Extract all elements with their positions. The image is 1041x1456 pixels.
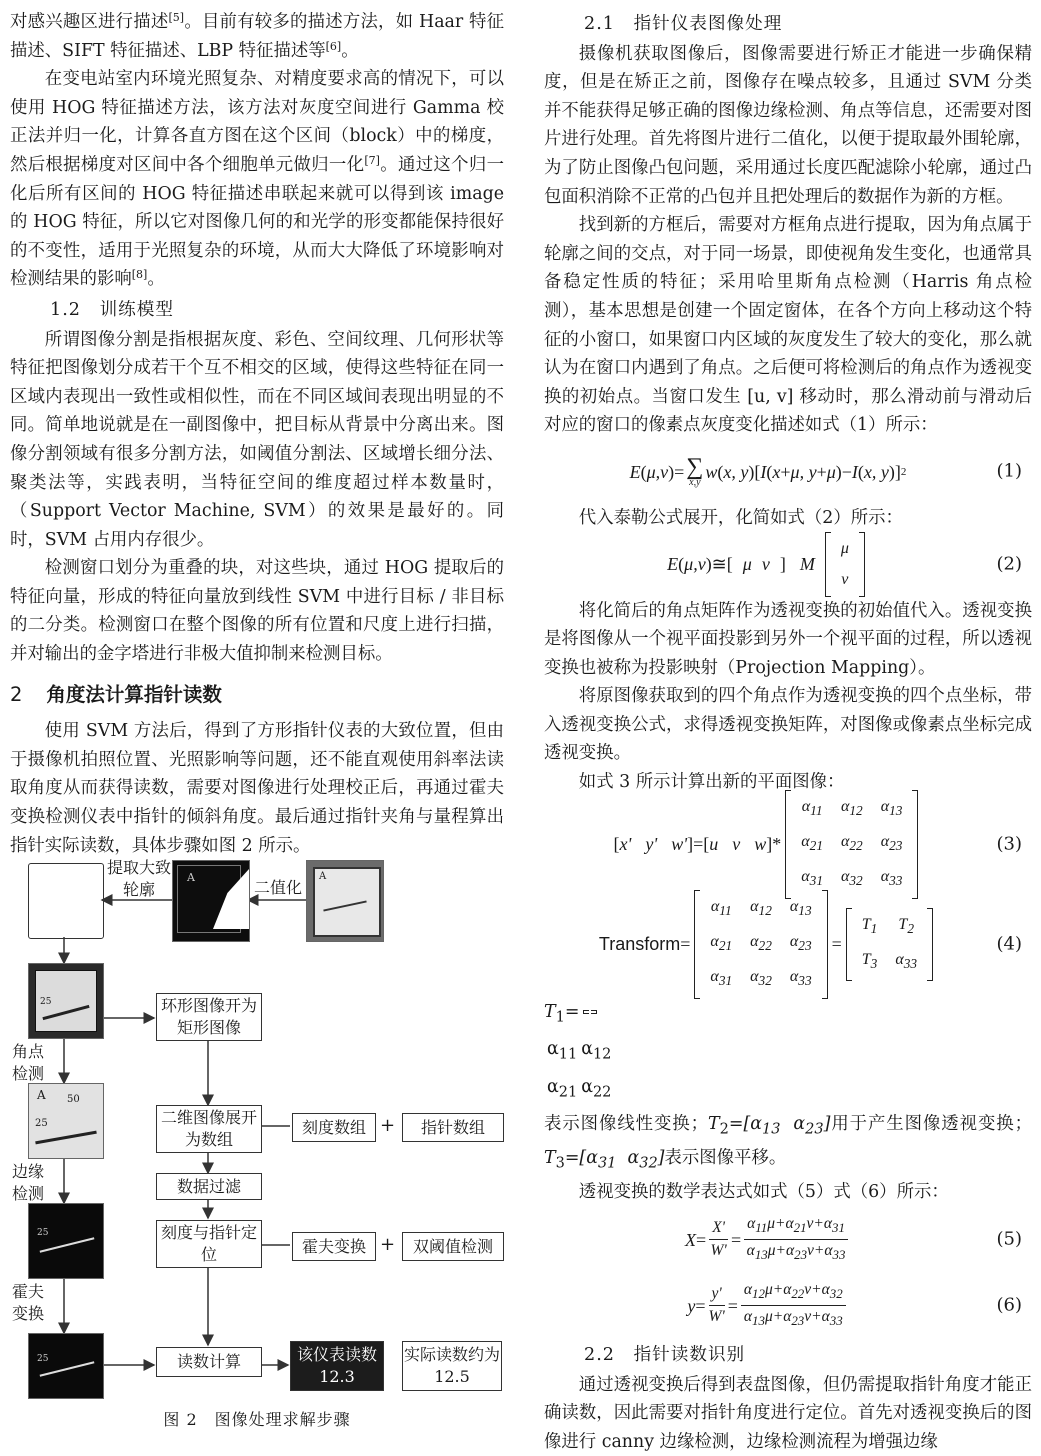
step-read-calc: 读数计算	[156, 1347, 262, 1377]
meter-letter: A	[319, 871, 327, 882]
edge-image	[28, 1203, 104, 1279]
transform-label: Transform	[598, 934, 681, 955]
meter-photo-2	[28, 1083, 104, 1159]
paragraph-four-corners: 将原图像获取到的四个角点作为透视变换的四个点坐标，带入透视变换公式，求得透视变换矩阵，对图像或像素点坐标完成透视变换。	[544, 686, 1032, 764]
paragraph-pointer-reading: 通过透视变换后得到表盘图像，但仍需提取指针角度才能正确读数，因此需要对指针角度进行定位。首先对透视变换后的图像进行 canny 边缘检测，边缘检测流程为增强边缘	[544, 1374, 1032, 1452]
extract-outline-label: 提取大致轮廓	[106, 858, 171, 899]
right-column: 2.1 指针仪表图像处理 摄像机获取图像后，图像需要进行矫正才能进一步确保精度，但是在矫正之前，图像存在噪点较多，且通过 SVM 分类并不能获得足够正确的图像边缘检测、角点等信息，还需要对图片进行处理。首先将图片进行二值化，以便于提取最外围轮廓，为了防止图像凸包问题，采用通过长度匹配滤除小轮廓，通过凸包面积消除不正常的凸包并且把处理后的数据作为新的方框。 找到新的方框后，需要对方框角点进行提取，因为角点属于轮廓之间的交点，对于同一场景，即使视角发生变化，也通常具备稳定性质的特征；采用哈里斯角点检测（Harris 角点检测），基本思想是创建一个固定窗体，在各个方向上移动这个特征的小窗口，如果窗口内区域的灰度发生了较大的变化，那么就认为在窗口内遇到了角点。之后便可将检测后的角点作为透视变换的初始点。当窗口发生 [u, v] 移动时，那么滑动前与滑动后对应的窗口的像素点灰度变化描述如式（1）所示： E ( μ,ν )= ∑ x,y w ( x, y )[ I ( x + μ, y + μ )− I ( x, y )] 2 (1) 代入泰勒公式展开，化简如式（2）所示： E ( μ,ν )≅[ μ ν ] M μ ν (2) 将化简后的角点矩阵作为透视变换的初始值代入。透视变换是将图像从一个视平面投影到另外一个视平面的过程，所以透视变换也被称为投影映射（Projection Mapping）。 将原图像获取到的四个角点作为透视变换的四个点坐标，带入透视变换公式，求得透视变换矩阵，对图像或像素点坐标完成透视变换。 如式 3 所示计算出新的平面图像： [ x' y' w' ]=[ u v w ]* $\alpha_{11}$ $\alpha_{12}$ $\alpha_{13}$ $\alpha_{21}$ $\alpha_{22}$ $\alpha_{23}$ $\alpha_{31}$ $\alpha_{32}$ $\alpha_{33}$ (3) Transform = $\alpha_{11}$ $\alpha_{12}$ $\alpha_{13}$ $\alpha_{21}$ $\alpha_{22}$ $\alpha_{23}$ $\alpha_{31}$ $\alpha_{32}$ $\alpha_{33}$ = $T_1$ $T_2$ $T_3$ $\alpha_{33}$ (4) $T_1=$ $\alpha_{11}$ $\alpha_{12}$ $\alpha_{21}$ $\alpha_{22}$ 表示图像线性变换；$T_2=[\alpha_{13}$ $\alpha_{23}$]用于产生图像透视变换；$T_3=[\alpha_{31}$ $\alpha_{32}$]表示图像平移。 透视变换的数学表达式如式（5）式（6）所示： X = $\frac{X'}{W'}$ = $\frac{\alpha_{11}\mu+\alpha_{21}\nu+\alpha_{31}}{\alpha_{13}\mu+\alpha_{23}\nu+\alpha_{33}}$ (5) y = $\frac{y'}{W'}$ = $\frac{\alpha_{12}\mu+\alpha_{22}\nu+\alpha_{32}}{\alpha_{13}\mu+\alpha_{23}\nu+\alpha_{33}}$ (6) 2.2 指针读数识别 通过透视变换后得到表盘图像，但仍需提取指针角度才能正确读数，因此需要对指针角度进行定位。首先对透视变换后的图像进行 canny 边缘检测，边缘检测流程为增强边缘	[544, 8, 1032, 1456]
tick-label: 25	[40, 997, 52, 1007]
section-heading-2: 2 角度法计算指针读数	[10, 682, 222, 706]
binary-meter-image	[172, 860, 250, 942]
equation-number: (4)	[996, 933, 1022, 955]
paragraph-segmentation: 所谓图像分割是指根据灰度、彩色、空间纹理、几何形状等特征把图像划分成若干个互不相交的区域，使得这些特征在同一区域内表现出一致性或相似性，而在不同区域间表现出明显的不同。简单地说就是在一副图像中，把目标从背景中分离出来。图像分割领域有很多分割方法，如阈值分割法、区域增长细分法、聚类法等，实践表明，当特征空间的维度超过样本数量时，（Support Vector Machine, SVM）的效果是最好的。同时，SVM 占用内存很少。	[10, 329, 504, 550]
blank-outline-image	[28, 863, 104, 939]
section-heading-2-2: 2.2 指针读数识别	[584, 1344, 746, 1365]
step-data-filter: 数据过滤	[156, 1173, 262, 1200]
hough-image	[28, 1333, 104, 1399]
equation-number: (2)	[996, 553, 1022, 575]
equation-2: E ( μ,ν )≅[ μ ν ] M μ ν (2)	[544, 533, 1032, 597]
equation-1: E ( μ,ν )= ∑ x,y w ( x, y )[ I ( x + μ, y + μ )− I ( x, y )] 2 (1)	[629, 453, 1022, 488]
step-ring-to-rect: 环形图像开为矩形图像	[156, 993, 262, 1041]
equation-number: (6)	[996, 1294, 1022, 1316]
equation-4: Transform = $\alpha_{11}$ $\alpha_{12}$ $\alpha_{13}$ $\alpha_{21}$ $\alpha_{22}$ $\alpha_{23}$ $\alpha_{31}$ $\alpha_{32}$ $\alpha_{33}$ = $T_1$ $T_2$ $T_3$ $\alpha_{33}$ (4)	[544, 893, 1032, 997]
hough-box: 霍夫变换	[292, 1232, 376, 1261]
result-meter-reading: 该仪表读数 12.3	[290, 1341, 384, 1391]
paragraph-image-processing: 摄像机获取图像后，图像需要进行矫正才能进一步确保精度，但是在矫正之前，图像存在噪点较多，且通过 SVM 分类并不能获得足够正确的图像边缘检测、角点等信息，还需要对图片进行处理。首先将图片进行二值化，以便于提取最外围轮廓，为了防止图像凸包问题，采用通过长度匹配滤除小轮廓，通过凸包面积消除不正常的凸包并且把处理后的数据作为新的方框。	[544, 43, 1032, 207]
plus-sign: +	[380, 1115, 396, 1136]
original-meter-image	[306, 860, 384, 942]
edge-detect-label: 边缘检测	[12, 1162, 45, 1203]
tick-label: 50	[67, 1094, 80, 1105]
equation-3: [ x' y' w' ]=[ u v w ]* $\alpha_{11}$ $\alpha_{12}$ $\alpha_{13}$ $\alpha_{21}$ $\alpha_{22}$ $\alpha_{23}$ $\alpha_{31}$ $\alpha_{32}$ $\alpha_{33}$ (3)	[544, 797, 1032, 893]
scale-array-box: 刻度数组	[292, 1113, 376, 1142]
equation-number: (1)	[996, 460, 1022, 482]
plus-sign: +	[380, 1234, 396, 1255]
pointer-array-box: 指针数组	[402, 1113, 504, 1142]
paragraph-taylor: 代入泰勒公式展开，化简如式（2）所示：	[578, 507, 903, 528]
paragraph-corner-detection: 找到新的方框后，需要对方框角点进行提取，因为角点属于轮廓之间的交点，对于同一场景，即使视角发生变化，也通常具备稳定性质的特征；采用哈里斯角点检测（Harris 角点检测），基本思想是创建一个固定窗体，在各个方向上移动这个特征的小窗口，如果窗口内区域的灰度发生了较大的变化，那么就认为在窗口内遇到了角点。之后便可将检测后的角点作为透视变换的初始点。当窗口发生 [u, v] 移动时，那么滑动前与滑动后对应的窗口的像素点灰度变化描述如式（1）所示：	[544, 215, 1032, 436]
paragraph-perspective: 将化简后的角点矩阵作为透视变换的初始值代入。透视变换是将图像从一个视平面投影到另外一个视平面的过程，所以透视变换也被称为投影映射（Projection Mapping）。	[544, 600, 1032, 678]
paragraph-hog: 在变电站室内环境光照复杂、对精度要求高的情况下，可以使用 HOG 特征描述方法，该方法对灰度空间进行 Gamma 校正法并归一化，计算各直方图在这个区间（block）中的梯度，然后根据梯度对区间中各个细胞单元做归一化[7]。通过这个归一化后所有区间的 HOG 特征描述串联起来就可以得到该 image 的 HOG 特征，所以它对图像几何的和光学的形变都能保持很好的不变性，适用于光照复杂的环境，从而大大降低了环境影响对检测结果的影响[8]。	[10, 69, 504, 290]
paragraph-svm-method: 使用 SVM 方法后，得到了方形指针仪表的大致位置，但由于摄像机拍照位置、光照影响等问题，还不能直观使用斜率法读取角度从而获得读数，需要对图像进行处理校正后，再通过霍夫变换检测仪表中指针的倾斜角度。最后通过指针夹角与量程算出指针实际读数，具体步骤如图 2 所示。	[10, 721, 504, 856]
meter-photo-1	[28, 963, 104, 1039]
meter-letter: A	[37, 1088, 46, 1102]
equation-number: (3)	[996, 833, 1022, 855]
equation-number: (5)	[996, 1228, 1022, 1250]
paragraph-equation-3-intro: 如式 3 所示计算出新的平面图像：	[578, 772, 845, 793]
left-column	[10, 8, 504, 860]
hough-transform-label: 霍夫变换	[12, 1282, 45, 1323]
meter-letter: A	[187, 871, 195, 884]
dual-threshold-box: 双阈值检测	[402, 1232, 504, 1261]
section-heading-2-1: 2.1 指针仪表图像处理	[584, 14, 783, 34]
step-expand-array: 二维图像展开为数组	[156, 1105, 262, 1153]
tick-label: 25	[37, 1228, 49, 1238]
tick-label: 25	[35, 1118, 48, 1129]
paragraph-intro-continued: 对感兴趣区进行描述[5]。目前有较多的描述方法，如 Haar 特征描述、SIFT 特征描述、LBP 特征描述等[6]。	[10, 11, 504, 61]
step-locate: 刻度与指针定位	[156, 1220, 262, 1268]
section-heading-1-2: 1.2 训练模型	[50, 299, 174, 320]
binarize-label: 二值化	[254, 878, 303, 897]
tick-label: 25	[37, 1354, 49, 1364]
paragraph-equation-5-6-intro: 透视变换的数学表达式如式（5）式（6）所示：	[578, 1182, 949, 1203]
equation-6: y = $\frac{y'}{W'}$ = $\frac{\alpha_{12}\mu+\alpha_{22}\nu+\alpha_{32}}{\alpha_{13}\mu+\alpha_{23}\nu+\alpha_{33}}$ (6)	[687, 1281, 1022, 1329]
figure-2-flowchart	[10, 855, 504, 1435]
corner-detect-label: 角点检测	[12, 1042, 45, 1083]
result-actual-reading: 实际读数约为 12.5	[402, 1341, 502, 1391]
equation-5: X = $\frac{X'}{W'}$ = $\frac{\alpha_{11}\mu+\alpha_{21}\nu+\alpha_{31}}{\alpha_{13}\mu+\alpha_{23}\nu+\alpha_{33}}$ (5)	[685, 1215, 1022, 1263]
paragraph-detection-window: 检测窗口划分为重叠的块，对这些块，通过 HOG 提取后的特征向量，形成的特征向量放到线性 SVM 中进行目标 / 非目标的二分类。检测窗口在整个图像的所有位置和尺度上进行扫描，并对输出的金字塔进行非极大值抑制来检测目标。	[10, 558, 504, 665]
paragraph-t-definitions: $T_1=$	[544, 997, 1032, 1032]
figure-caption: 图 2 图像处理求解步骤	[163, 1410, 351, 1429]
